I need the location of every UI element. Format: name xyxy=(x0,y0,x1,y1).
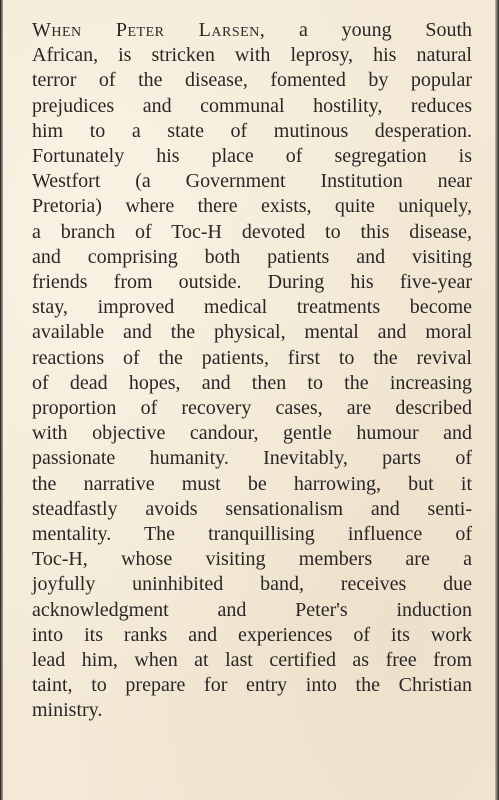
lead-in-small-caps: When Peter Larsen, xyxy=(32,19,266,41)
text-line: into its ranks and experiences of its work xyxy=(32,623,472,646)
text-line: proportion of recovery cases, are described xyxy=(32,397,472,420)
text-line: When Peter Larsen, a young South xyxy=(32,19,472,41)
text-line: the narrative must be harrowing, but it xyxy=(32,472,472,495)
text-line: Fortunately his place of segregation is xyxy=(32,145,472,168)
text-line: taint, to prepare for entry into the Christian xyxy=(32,674,472,697)
text-line: passionate humanity. Inevitably, parts of xyxy=(32,447,472,470)
text-line: Toc-H, whose visiting members are a xyxy=(32,548,472,571)
text-line: mentality. The tranquillising influence of xyxy=(32,523,472,546)
text-line: of dead hopes, and then to the increasing xyxy=(32,371,472,394)
text-line: lead him, when at last certified as free from xyxy=(32,649,472,672)
text-line: Pretoria) where there exists, quite uniquely, xyxy=(32,195,472,218)
left-page-edge xyxy=(0,0,3,800)
text-line: reactions of the patients, first to the revival xyxy=(32,346,472,369)
text-line: steadfastly avoids sensationalism and senti- xyxy=(32,497,472,520)
text-line: ministry. xyxy=(32,699,103,722)
text-line: friends from outside. During his five-year xyxy=(32,271,472,294)
text-line: available and the physical, mental and moral xyxy=(32,321,472,344)
synopsis-paragraph xyxy=(32,18,472,724)
right-page-edge xyxy=(495,0,499,800)
text-line: Westfort (a Government Institution near xyxy=(32,170,472,193)
text-line: a branch of Toc-H devoted to this disease, xyxy=(32,220,472,243)
text-line: joyfully uninhibited band, receives due xyxy=(32,573,472,596)
text-line: and comprising both patients and visiting xyxy=(32,245,472,268)
text-line: stay, improved medical treatments become xyxy=(32,296,472,319)
text-line: acknowledgment and Peter's induction xyxy=(32,598,472,621)
text-line: prejudices and communal hostility, reduces xyxy=(32,94,472,117)
text-line: terror of the disease, fomented by popular xyxy=(32,69,472,92)
text-line: African, is stricken with leprosy, his natural xyxy=(32,44,472,67)
text-line: with objective candour, gentle humour and xyxy=(32,422,472,445)
text-line: him to a state of mutinous desperation. xyxy=(32,119,472,142)
